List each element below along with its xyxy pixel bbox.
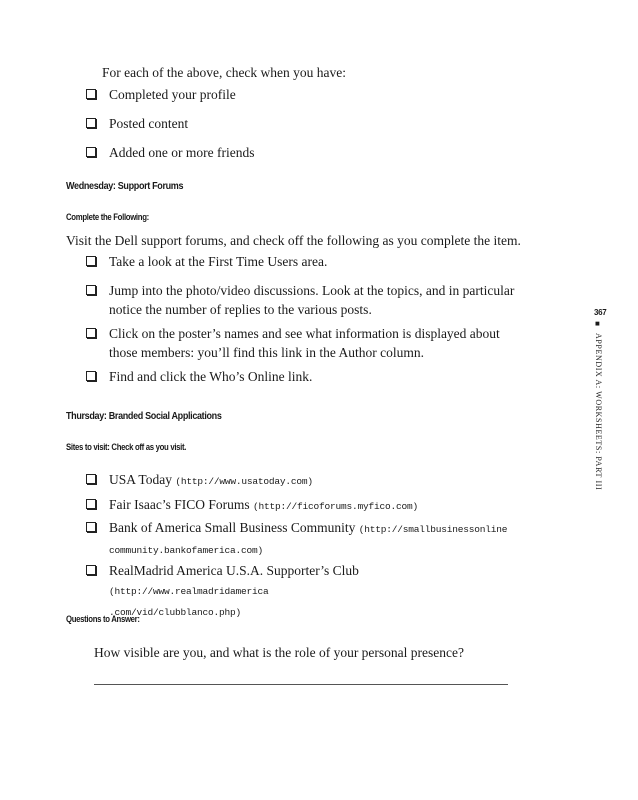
- site-url[interactable]: (http://www.usatoday.com): [175, 476, 313, 487]
- checkbox-icon[interactable]: [86, 118, 96, 128]
- running-head: APPENDIX A: WORKSHEETS: PART III: [594, 333, 603, 491]
- checklist-item-label: Find and click the Who’s Online link.: [109, 369, 313, 384]
- checkbox-icon[interactable]: [86, 285, 96, 295]
- site-name: Fair Isaac’s FICO Forums: [109, 497, 250, 512]
- checkbox-icon[interactable]: [86, 522, 96, 532]
- checkbox-icon[interactable]: [86, 256, 96, 266]
- checklist-item-label: Take a look at the First Time Users area.: [109, 254, 328, 269]
- section-heading-thursday: Thursday: Branded Social Applications: [66, 410, 222, 422]
- checkbox-icon[interactable]: [86, 147, 96, 157]
- bullet-icon: ■: [595, 319, 600, 328]
- page-number-block: [594, 308, 606, 328]
- checklist-item-label: Added one or more friends: [109, 145, 255, 160]
- checkbox-icon[interactable]: [86, 328, 96, 338]
- checkbox-icon[interactable]: [86, 474, 96, 484]
- site-url-continued[interactable]: community.bankofamerica.com): [109, 545, 264, 556]
- site-name: Bank of America Small Business Community: [109, 520, 356, 535]
- checklist-item-label: Jump into the photo/video discussions. Look at the topics, and in particular notice the number of replies to the various posts.: [109, 283, 515, 317]
- instruction-text: Visit the Dell support forums, and check off the following as you complete the item.: [66, 233, 521, 248]
- site-url[interactable]: (http://smallbusinessonline: [358, 524, 508, 535]
- answer-line[interactable]: [94, 684, 508, 685]
- checklist-item-label: Completed your profile: [109, 87, 236, 102]
- site-url[interactable]: (http://ficoforums.myfico.com): [253, 501, 419, 512]
- checklist-item-label: Posted content: [109, 116, 189, 131]
- question-text: How visible are you, and what is the role of your personal presence?: [94, 645, 465, 660]
- page-number: 367: [594, 308, 607, 317]
- site-name: USA Today: [109, 472, 172, 487]
- checkbox-icon[interactable]: [86, 565, 96, 575]
- checkbox-icon[interactable]: [86, 499, 96, 509]
- section-heading-wednesday: Wednesday: Support Forums: [66, 180, 184, 192]
- subheading-questions: Questions to Answer:: [66, 614, 140, 625]
- site-url-continued[interactable]: .com/vid/clubblanco.php): [109, 607, 242, 618]
- checkbox-icon[interactable]: [86, 89, 96, 99]
- intro-text: For each of the above, check when you have:: [102, 65, 347, 80]
- subheading-complete: Complete the Following:: [66, 212, 149, 223]
- checklist-item-label: Click on the poster’s names and see what information is displayed about those members: you’ll find this link in the Author column.: [109, 326, 500, 360]
- subheading-sites: Sites to visit: Check off as you visit.: [66, 442, 187, 453]
- checkbox-icon[interactable]: [86, 371, 96, 381]
- site-name: RealMadrid America U.S.A. Supporter’s Club: [109, 563, 359, 578]
- site-url[interactable]: (http://www.realmadridamerica: [109, 586, 269, 597]
